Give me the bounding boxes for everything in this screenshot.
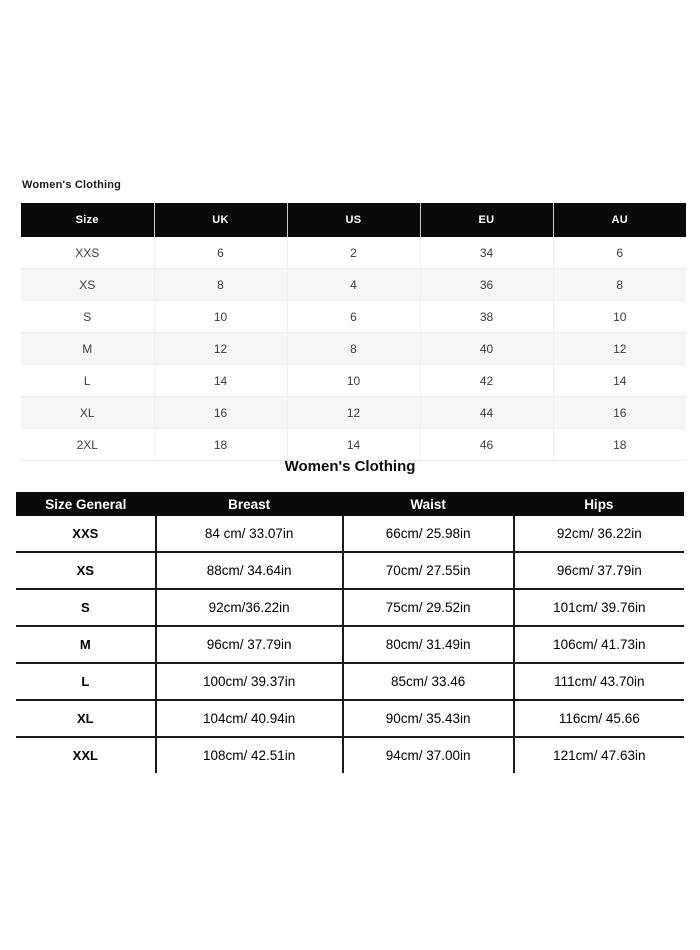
table1-cell: 6 (287, 301, 420, 333)
table1-cell: 8 (154, 269, 287, 301)
table2-cell: 108cm/ 42.51in (156, 737, 343, 773)
table2-cell: 66cm/ 25.98in (343, 516, 514, 552)
table1-row-label: XS (21, 269, 154, 301)
table2-cell: 96cm/ 37.79in (156, 626, 343, 663)
table1-cell: 10 (287, 365, 420, 397)
table2-cell: 106cm/ 41.73in (514, 626, 684, 663)
table1-cell: 14 (287, 429, 420, 461)
size-conversion-table-title: Women's Clothing (22, 179, 122, 191)
table1-cell: 10 (154, 301, 287, 333)
table1-cell: 46 (420, 429, 553, 461)
table2-row-label: S (16, 589, 156, 626)
table2-row (16, 663, 684, 700)
table1-row (21, 397, 686, 429)
table2-cell: 92cm/ 36.22in (514, 516, 684, 552)
table1-cell: 16 (154, 397, 287, 429)
table2-cell: 100cm/ 39.37in (156, 663, 343, 700)
table1-row-label: S (21, 301, 154, 333)
table2-row-label: XXS (16, 516, 156, 552)
table2-column-header: Size General (16, 492, 156, 516)
table1-cell: 34 (420, 237, 553, 269)
table2-row (16, 589, 684, 626)
table2-cell: 85cm/ 33.46 (343, 663, 514, 700)
table1-row (21, 301, 686, 333)
table1-cell: 6 (154, 237, 287, 269)
table1-cell: 14 (154, 365, 287, 397)
table1-cell: 18 (553, 429, 686, 461)
table2-cell: 116cm/ 45.66 (514, 700, 684, 737)
table2-row (16, 737, 684, 773)
table1-cell: 2 (287, 237, 420, 269)
table2-column-header: Hips (514, 492, 684, 516)
table1-row-label: M (21, 333, 154, 365)
table2-cell: 75cm/ 29.52in (343, 589, 514, 626)
table2-cell: 70cm/ 27.55in (343, 552, 514, 589)
table1-cell: 42 (420, 365, 553, 397)
table1-cell: 12 (287, 397, 420, 429)
table1-cell: 8 (553, 269, 686, 301)
table2-row (16, 626, 684, 663)
table2-cell: 90cm/ 35.43in (343, 700, 514, 737)
table2-row (16, 700, 684, 737)
table2-row-label: M (16, 626, 156, 663)
table1-header-row (21, 203, 686, 237)
table1-cell: 12 (154, 333, 287, 365)
table1-column-header: Size (21, 203, 154, 237)
table1-row (21, 237, 686, 269)
table1-row (21, 429, 686, 461)
table1-column-header: US (287, 203, 420, 237)
table2-cell: 84 cm/ 33.07in (156, 516, 343, 552)
table1-cell: 44 (420, 397, 553, 429)
table1-cell: 16 (553, 397, 686, 429)
table1-row-label: XL (21, 397, 154, 429)
table2-row-label: XS (16, 552, 156, 589)
table2-column-header: Breast (156, 492, 343, 516)
size-conversion-table-container (21, 203, 686, 461)
measurements-table-container (16, 492, 684, 773)
table1-cell: 8 (287, 333, 420, 365)
table2-row (16, 516, 684, 552)
table1-row-label: XXS (21, 237, 154, 269)
table2-cell: 96cm/ 37.79in (514, 552, 684, 589)
table1-cell: 36 (420, 269, 553, 301)
table2-column-header: Waist (343, 492, 514, 516)
table1-cell: 14 (553, 365, 686, 397)
table2-header-row (16, 492, 684, 516)
table1-cell: 40 (420, 333, 553, 365)
table1-cell: 6 (553, 237, 686, 269)
table2-cell: 92cm/36.22in (156, 589, 343, 626)
table2-cell: 121cm/ 47.63in (514, 737, 684, 773)
table2-cell: 88cm/ 34.64in (156, 552, 343, 589)
table2-row-label: XL (16, 700, 156, 737)
table2-row (16, 552, 684, 589)
table2-cell: 94cm/ 37.00in (343, 737, 514, 773)
table1-cell: 18 (154, 429, 287, 461)
table1-cell: 4 (287, 269, 420, 301)
table1-row (21, 333, 686, 365)
table2-cell: 111cm/ 43.70in (514, 663, 684, 700)
table1-cell: 12 (553, 333, 686, 365)
table2-cell: 101cm/ 39.76in (514, 589, 684, 626)
table1-row (21, 269, 686, 301)
table1-column-header: EU (420, 203, 553, 237)
table1-column-header: UK (154, 203, 287, 237)
table1-column-header: AU (553, 203, 686, 237)
table2-row-label: XXL (16, 737, 156, 773)
measurements-table (16, 492, 684, 773)
table1-row (21, 365, 686, 397)
table1-row-label: 2XL (21, 429, 154, 461)
table1-cell: 38 (420, 301, 553, 333)
table1-cell: 10 (553, 301, 686, 333)
table1-row-label: L (21, 365, 154, 397)
table2-cell: 104cm/ 40.94in (156, 700, 343, 737)
size-conversion-table (21, 203, 686, 461)
table2-cell: 80cm/ 31.49in (343, 626, 514, 663)
measurements-table-title: Women's Clothing (284, 458, 416, 475)
table2-row-label: L (16, 663, 156, 700)
